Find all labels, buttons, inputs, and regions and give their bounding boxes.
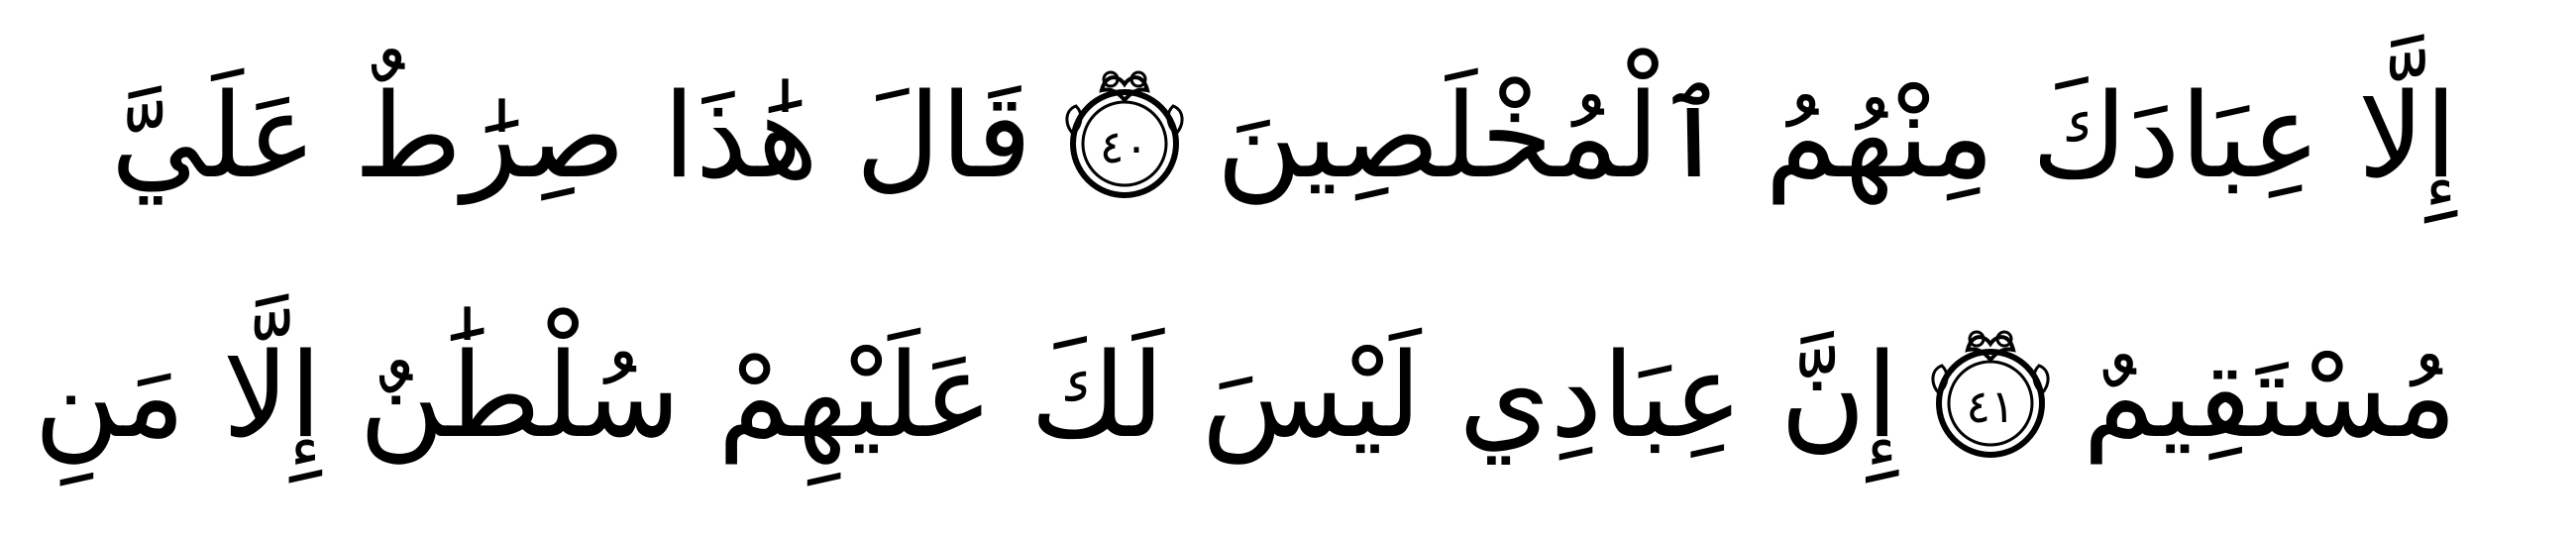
verse-number-marker-41: [1916, 322, 2065, 471]
verse-number-41: ٤١: [1966, 379, 2015, 433]
verse-line-2: [34, 297, 2457, 495]
verse-41-end-text: مُسْتَقِيمٌ: [2083, 327, 2457, 465]
verse-41-start-text: قَالَ هَٰذَا صِرَٰطٌ عَلَيَّ: [110, 67, 1032, 205]
verse-40-end-text: إِلَّا عِبَادَكَ مِنْهُمُ ٱلْمُخْلَصِينَ: [1216, 67, 2457, 205]
verse-line-1: [110, 38, 2457, 236]
verse-number-marker-40: [1050, 62, 1199, 211]
verse-number-40: ٤٠: [1099, 120, 1149, 173]
verse-42-start-text: إِنَّ عِبَادِي لَيْسَ لَكَ عَلَيْهِمْ سُلْطَٰنٌ إِلَّا مَنِ: [34, 327, 1899, 465]
